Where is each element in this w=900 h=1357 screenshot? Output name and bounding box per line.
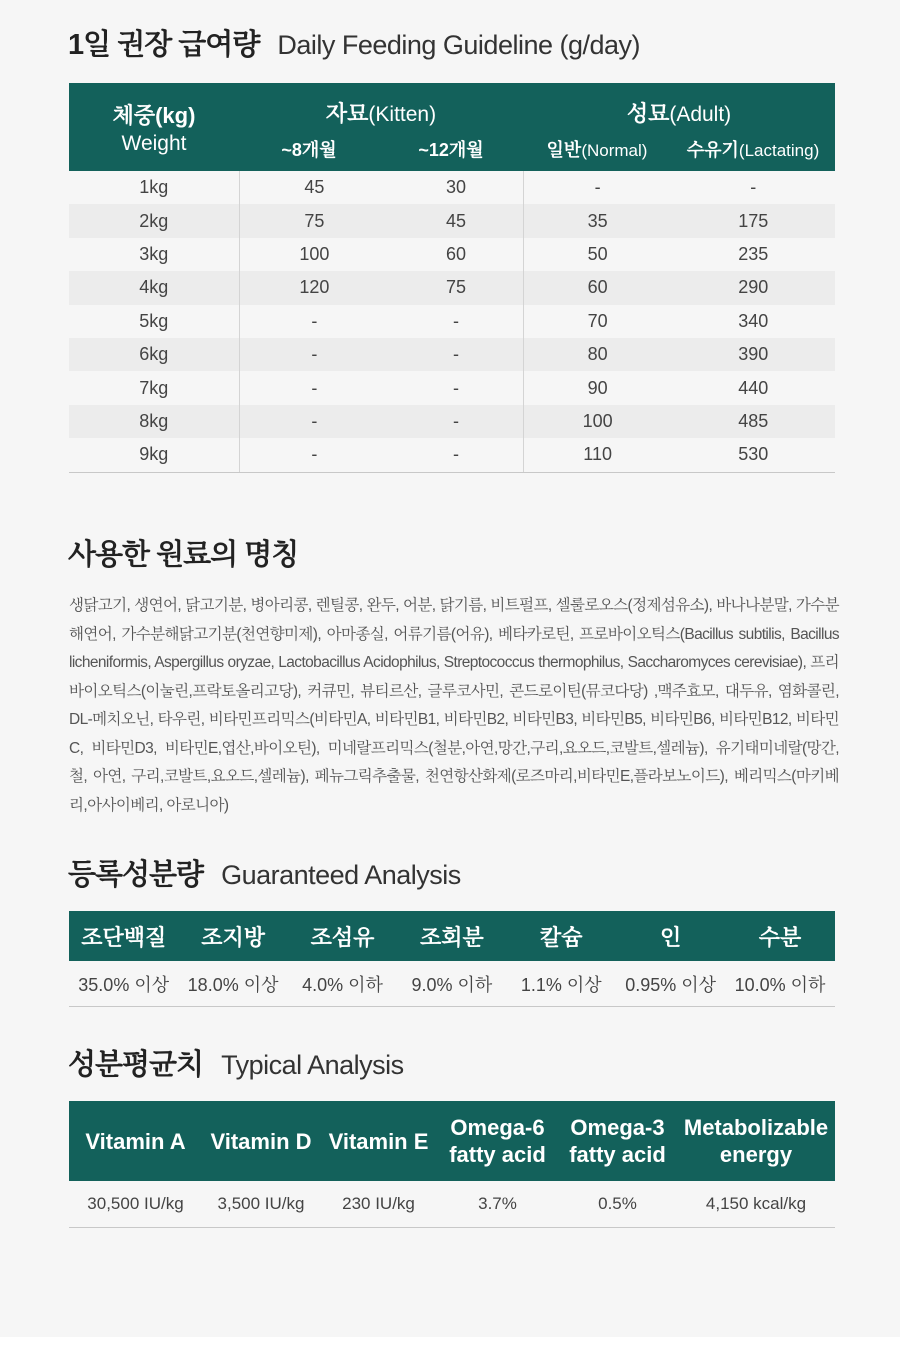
kitten-col1-header: ~8개월 (281, 140, 337, 160)
weight-header (69, 99, 239, 156)
header-omega-6 (437, 1101, 558, 1181)
weight-cell: 4kg (69, 271, 240, 304)
header-line1: Vitamin E (328, 1128, 429, 1154)
adult-normal-cell: 80 (587, 344, 608, 365)
adult-lactating-cell: 530 (738, 444, 769, 465)
page-bottom-margin (0, 1337, 900, 1357)
header-crude-fiber: 조섬유 (310, 924, 375, 950)
ingredients-section-title (68, 532, 298, 573)
weight-cell: 9kg (69, 438, 240, 471)
kitten-12m-cell: 30 (389, 171, 524, 204)
header-crude-ash: 조회분 (419, 924, 484, 950)
header-crude-fat: 조지방 (201, 924, 265, 950)
value-crude-fat: 18.0% 이상 (187, 974, 279, 995)
typical-title-ko: 성분평균치 (68, 1049, 204, 1081)
adult-lactating-cell: 235 (738, 243, 769, 264)
kitten-header-en: (Kitten) (368, 103, 437, 126)
adult-normal-cell: - (594, 177, 601, 198)
value-omega-3: 0.5% (598, 1194, 637, 1213)
adult-normal-cell: 35 (587, 210, 608, 231)
weight-cell: 8kg (69, 405, 240, 438)
value-metabolizable-energy: 4,150 kcal/kg (705, 1194, 807, 1213)
header-moisture: 수분 (758, 924, 802, 950)
guaranteed-title-en: Guaranteed Analysis (221, 860, 461, 890)
table-row (69, 171, 835, 204)
adult-normal-cell: 90 (587, 377, 608, 398)
adult-lactating-cell: - (750, 177, 757, 198)
header-vitamin-a (69, 1101, 202, 1181)
adult-normal-cell: 50 (587, 243, 608, 264)
adult-lactating-cell: 290 (738, 277, 769, 298)
weight-header-ko: 체중(kg) (112, 103, 196, 128)
value-crude-protein: 35.0% 이상 (78, 974, 170, 995)
value-vitamin-e: 230 IU/kg (342, 1194, 415, 1213)
guaranteed-value-row (69, 961, 835, 1007)
header-metabolizable-energy (677, 1101, 835, 1181)
weight-cell: 5kg (69, 305, 240, 338)
adult-lactating-cell: 175 (738, 210, 769, 231)
header-line1: Omega-3 (570, 1115, 665, 1140)
typical-title-en: Typical Analysis (221, 1050, 404, 1080)
value-vitamin-d: 3,500 IU/kg (217, 1194, 305, 1213)
header-calcium: 칼슘 (540, 924, 583, 950)
kitten-8m-cell: 100 (299, 243, 330, 264)
header-vitamin-e (320, 1101, 437, 1181)
adult-header-ko: 성묘 (626, 101, 670, 126)
feeding-title-en: Daily Feeding Guideline (g/day) (277, 30, 641, 60)
header-line1: Vitamin A (85, 1128, 186, 1154)
kitten-8m-cell: 120 (299, 277, 330, 298)
kitten-12m-cell: - (389, 305, 524, 338)
value-moisture: 10.0% 이하 (734, 974, 826, 995)
feeding-title-ko: 1일 권장 급여량 (68, 29, 260, 61)
kitten-8m-cell: - (311, 344, 318, 365)
table-row (69, 338, 835, 371)
header-vitamin-d (202, 1101, 320, 1181)
adult-col1-ko: 일반 (546, 140, 582, 160)
kitten-8m-cell: 45 (304, 177, 325, 198)
kitten-12m-cell: - (389, 438, 524, 471)
table-row (69, 204, 835, 237)
table-row (69, 305, 835, 338)
adult-header-en: (Adult) (669, 103, 732, 126)
kitten-8m-cell: - (311, 444, 318, 465)
value-phosphorus: 0.95% 이상 (625, 974, 717, 995)
kitten-12m-cell: - (389, 371, 524, 404)
header-phosphorus: 인 (660, 924, 682, 950)
adult-col1-en: (Normal) (581, 141, 648, 160)
adult-normal-cell: 60 (587, 277, 608, 298)
weight-cell: 3kg (69, 238, 240, 271)
typical-header-row (69, 1101, 835, 1181)
kitten-8m-cell: - (311, 410, 318, 431)
header-line1: Metabolizable (683, 1115, 829, 1140)
kitten-8m-cell: - (311, 310, 318, 331)
adult-col2-header (671, 136, 835, 162)
value-omega-6: 3.7% (478, 1194, 517, 1213)
adult-col2-ko: 수유기 (686, 140, 739, 160)
kitten-8m-cell: 75 (304, 210, 325, 231)
value-crude-fiber: 4.0% 이하 (302, 974, 383, 995)
value-calcium: 1.1% 이상 (520, 974, 602, 995)
weight-cell: 7kg (69, 371, 240, 404)
typical-value-row (69, 1181, 835, 1228)
table-row (69, 238, 835, 271)
adult-normal-cell: 110 (583, 444, 612, 465)
feeding-table (69, 83, 835, 473)
header-line1: Omega-6 (450, 1115, 545, 1140)
weight-cell: 1kg (69, 171, 240, 204)
guaranteed-section-title (68, 852, 461, 893)
header-line2: fatty acid (449, 1142, 546, 1167)
adult-header (523, 97, 835, 128)
adult-col1-header (523, 136, 671, 162)
kitten-12m-cell: 75 (389, 271, 524, 304)
kitten-8m-cell: - (311, 377, 318, 398)
guaranteed-title-ko: 등록성분량 (68, 859, 204, 891)
feeding-section-title (68, 22, 640, 63)
weight-cell: 6kg (69, 338, 240, 371)
adult-lactating-cell: 390 (738, 344, 769, 365)
adult-lactating-cell: 340 (738, 310, 769, 331)
table-row (69, 405, 835, 438)
adult-normal-cell: 70 (587, 310, 608, 331)
header-omega-3 (558, 1101, 677, 1181)
value-vitamin-a: 30,500 IU/kg (87, 1194, 184, 1213)
guaranteed-header-row (69, 911, 835, 961)
feeding-table-header (69, 83, 835, 171)
kitten-header (239, 97, 523, 128)
header-line2: fatty acid (569, 1142, 666, 1167)
guaranteed-analysis-table (69, 911, 835, 1007)
ingredients-list: 생닭고기, 생연어, 닭고기분, 병아리콩, 렌틸콩, 완두, 어분, 닭기름, 비트펄프, 셀룰로오스(정제섬유소), 바나나분말, 가수분해연어, 가수분해닭고기분(천연향미제), 아마종실, 어류기름(어유), 베타카로틴, 프로바이오틱스(Bacillus subtilis, Bacillus licheniformis, Aspergillus oryzae, Lactobacillus Acidophilus, Streptococcus thermophilus, Saccharomyces cerevisiae), 프리 바이오틱스(이눌린,프락토올리고당), 커큐민, 뷰티르산, 글루코사민, 콘드로이틴(뮤코다당) ,맥주효모, 대두유, 염화콜린, DL-메치오닌, 타우린, 비타민프리믹스(비타민A, 비타민B1, 비타민B2, 비타민B3, 비타민B5, 비타민B6, 비타민B12, 비타민C, 비타민D3, 비타민E,엽산,바이오틴), 미네랄프리믹스(철분,아연,망간,구리,요오드,코발트,셀레늄), 유기태미네랄(망간,철, 아연, 구리,코발트,요오드,셀레늄), 페뉴그릭추출물, 천연항산화제(로즈마리,비타민E,플라보노이드), 베리믹스(마키베리,아사이베리, 아로니아) (69, 597, 839, 814)
kitten-col2-header: ~12개월 (418, 140, 484, 160)
kitten-12m-cell: - (389, 405, 524, 438)
weight-header-en: Weight (121, 132, 187, 155)
adult-lactating-cell: 440 (738, 377, 769, 398)
adult-normal-cell: 100 (582, 410, 613, 431)
adult-col2-en: (Lactating) (738, 141, 820, 160)
kitten-12m-cell: 45 (389, 204, 524, 237)
table-bottom-rule (69, 472, 835, 473)
table-row (69, 271, 835, 304)
kitten-12m-cell: - (389, 338, 524, 371)
table-row (69, 438, 835, 471)
adult-lactating-cell: 485 (738, 410, 769, 431)
ingredients-title: 사용한 원료의 명칭 (68, 539, 299, 571)
table-row (69, 371, 835, 404)
header-line1: Vitamin D (210, 1128, 312, 1154)
header-line2: energy (719, 1142, 793, 1167)
header-crude-protein: 조단백질 (81, 924, 167, 950)
typical-section-title (68, 1042, 404, 1083)
typical-analysis-table (69, 1101, 835, 1228)
kitten-header-ko: 자묘 (325, 101, 369, 126)
weight-cell: 2kg (69, 204, 240, 237)
kitten-12m-cell: 60 (389, 238, 524, 271)
value-crude-ash: 9.0% 이하 (411, 974, 493, 995)
